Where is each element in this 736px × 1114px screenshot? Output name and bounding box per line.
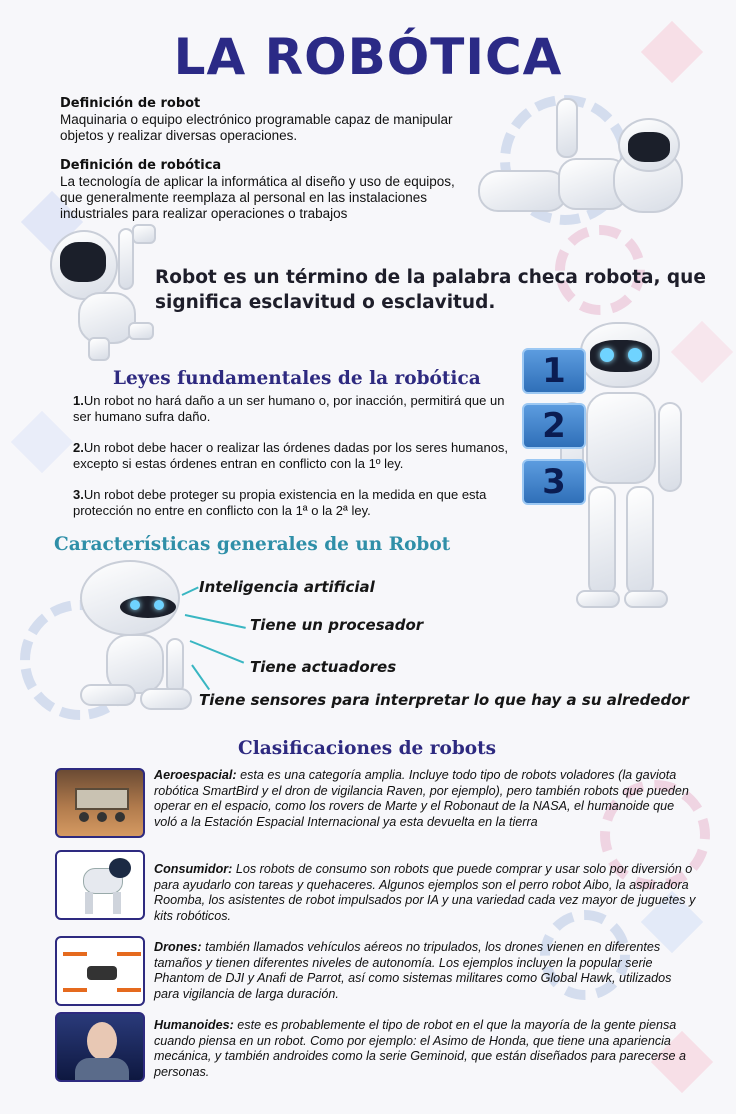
connector-line xyxy=(190,640,245,664)
definition-text: Maquinaria o equipo electrónico programable capaz de manipular objetos y realizar diversas operaciones. xyxy=(60,112,453,143)
etymology-quote: Robot es un término de la palabra checa robota, que significa esclavitud o esclavitud. xyxy=(155,267,706,313)
classification-label: Humanoides: xyxy=(154,1018,234,1032)
definition-heading: Definición de robótica xyxy=(60,158,222,173)
law-item: 3.Un robot debe proteger su propia existencia en la medida en que esta protección no entre en conflicto con la 1ª o la 2ª ley. xyxy=(73,487,487,518)
classification-item: Consumidor: Los robots de consumo son robots que puede comprar y usar solo por diversión o para ayudarlo con tareas y quehaceres. Algunos ejemplos son el perro robot Aibo, la aspiradora Roomba, los asistentes de robot impulsados por IA y una variedad cada vez mayor de juguetes y kits robóticos. xyxy=(154,862,696,923)
definition-text: La tecnología de aplicar la informática al diseño y uso de equipos, que generalmente reemplaza al personal en las instalaciones industriales para realizar operaciones o trabajos xyxy=(60,174,455,221)
feature-label: Tiene actuadores xyxy=(250,658,397,676)
definition-robotics xyxy=(60,158,480,222)
definition-robot xyxy=(60,96,490,144)
classification-label: Drones: xyxy=(154,940,202,954)
law-item: 1.Un robot no hará daño a un ser humano o, por inacción, permitirá que un ser humano sufra daño. xyxy=(73,393,505,424)
laws-heading: Leyes fundamentales de la robótica xyxy=(113,368,481,389)
definition-heading: Definición de robot xyxy=(60,96,201,111)
page-title: LA ROBÓTICA xyxy=(173,28,563,86)
classification-item: Humanoides: este es probablemente el tipo de robot en el que la mayoría de la gente piensa cuando piensa en un robot. Como por ejemplo: el Asimo de Honda, que tiene una apariencia mecánica, y también androides como la serie Geminoid, que están diseñados para parecerse a personas. xyxy=(154,1018,687,1079)
classification-label: Aeroespacial: xyxy=(154,768,237,782)
classifications-heading: Clasificaciones de robots xyxy=(238,738,497,759)
characteristics-heading: Características generales de un Robot xyxy=(54,534,451,555)
drone-image xyxy=(55,936,145,1006)
feature-label: Tiene sensores para interpretar lo que hay a su alrededor xyxy=(199,691,689,709)
decor-square xyxy=(11,411,73,473)
robot-pointing-image xyxy=(48,222,158,362)
feature-label: Inteligencia artificial xyxy=(199,578,375,596)
classification-item: Aeroespacial: esta es una categoría amplia. Incluye todo tipo de robots voladores (la gaviota robótica SmartBird y el dron de vigilancia Raven, por ejemplo), pero también robots que pueden operar en el espacio, como los rovers de Marte y el Robonaut de la NASA, el humanoide que voló a la Estación Espacial Internacional ya esta devuelta en la tierra xyxy=(154,768,689,829)
robot-reclining-image xyxy=(478,98,688,218)
robot-dog-image xyxy=(55,850,145,920)
mars-rover-image xyxy=(55,768,145,838)
number-badge: 2 xyxy=(522,403,586,449)
classification-label: Consumidor: xyxy=(154,862,233,876)
humanoid-image xyxy=(55,1012,145,1082)
classification-item: Drones: también llamados vehículos aéreos no tripulados, los drones vienen en diferentes tamaños y tienen diferentes niveles de autonomía. Los ejemplos incluyen la popular serie Phantom de DJI y Anafi de Parrot, así como sistemas militares como Global Hawk, utilizados para vigilancia de larga duración. xyxy=(154,940,672,1001)
number-badge: 1 xyxy=(522,348,586,394)
robot-sitting-image xyxy=(80,560,195,720)
law-item: 2.Un robot debe hacer o realizar las órdenes dadas por los seres humanos, excepto si estas órdenes entran en conflicto con la 1º ley. xyxy=(73,440,509,471)
number-badge: 3 xyxy=(522,459,586,505)
feature-label: Tiene un procesador xyxy=(250,616,424,634)
